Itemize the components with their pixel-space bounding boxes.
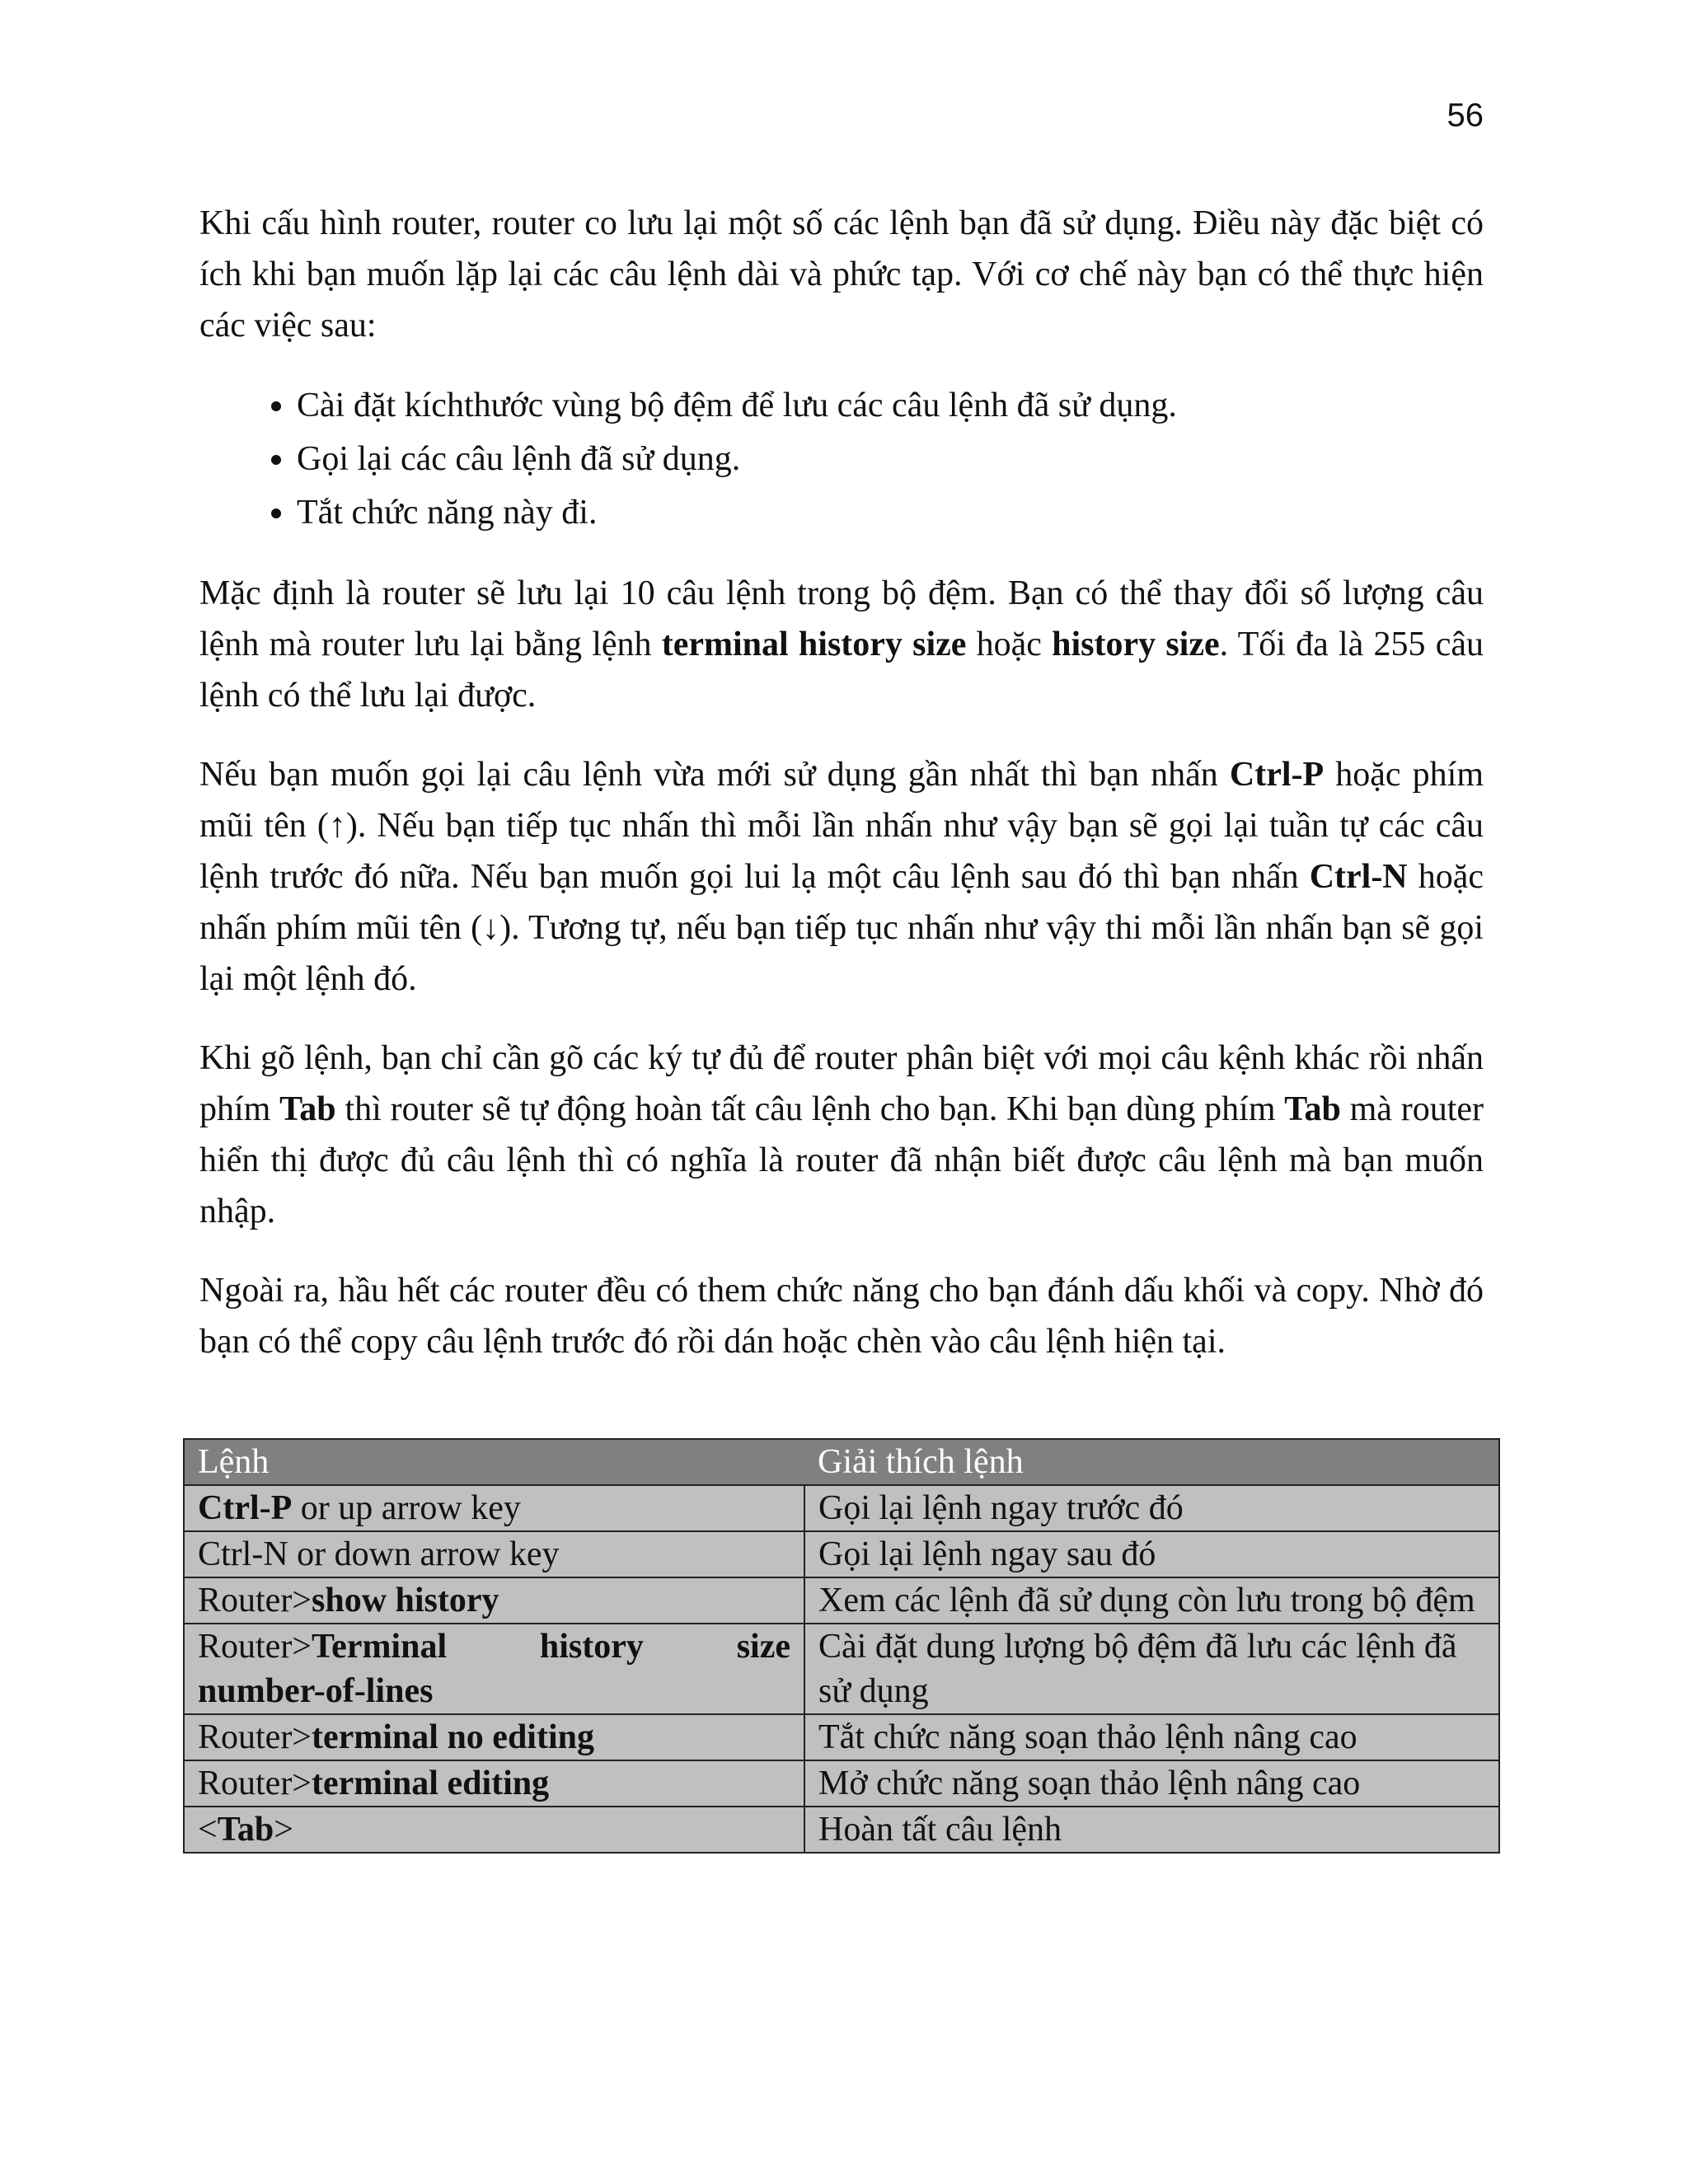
- cmd-bold: Tab: [217, 1811, 274, 1849]
- cell-description: Tắt chức năng soạn thảo lệnh nâng cao: [804, 1714, 1499, 1760]
- cmd-bold: size: [736, 1628, 790, 1666]
- bullet-item: • Cài đặt kíchthước vùng bộ đệm để lưu các câu lệnh đã sử dụng.: [297, 379, 1484, 433]
- command-table: [183, 1438, 1500, 1854]
- text-run: hoặc phím mũi tên (↑). Nếu bạn tiếp tục nhấn thì mỗi lần nhấn như vậy bạn sẽ gọi lại tuần tự các câu lệnh trước đó nữa. Nếu bạn muốn gọi lui lạ một câu lệnh sau đó thì bạn nhấn: [199, 756, 1484, 896]
- header-description: Giải thích lệnh: [804, 1439, 1499, 1485]
- table-row: [184, 1577, 1499, 1624]
- table-row: [184, 1807, 1499, 1853]
- paragraph-copy: Ngoài ra, hầu hết các router đều có them chức năng cho bạn đánh dấu khối và copy. Nhờ đó bạn có thể copy câu lệnh trước đó rồi dán hoặc chèn vào câu lệnh hiện tại.: [199, 1272, 1484, 1361]
- cmd-bold: terminal editing: [312, 1765, 550, 1802]
- cmd-text: >: [274, 1811, 293, 1849]
- paragraph-intro: Khi cấu hình router, router co lưu lại một số các lệnh bạn đã sử dụng. Điều này đặc biệt có ích khi bạn muốn lặp lại các câu lệnh dài và phức tạp. Với cơ chế này bạn có thể thực hiện các việc sau:: [199, 204, 1484, 344]
- text-run: Mặc định là router sẽ lưu lại 10 câu lệnh trong bộ đệm. Bạn có thể thay đổi số lượng câu lệnh mà router lưu lại bằng lệnh: [199, 574, 1484, 663]
- cell-command: [184, 1807, 804, 1853]
- prompt-prefix: Router>: [198, 1718, 312, 1756]
- table-header-row: [184, 1439, 1499, 1485]
- prompt-prefix: Router>: [198, 1582, 312, 1619]
- paragraph-recall: [199, 749, 1484, 1005]
- cell-command: [184, 1714, 804, 1760]
- page-number: 56: [1447, 97, 1484, 134]
- cmd-line-spread: [198, 1624, 790, 1669]
- bullet-list: [199, 379, 1484, 540]
- text-run: thì router sẽ tự động hoàn tất câu lệnh cho bạn. Khi bạn dùng phím: [335, 1090, 1285, 1128]
- table-row: [184, 1485, 1499, 1531]
- text-run: mà router hiển thị được đủ câu lệnh thì có nghĩa là router đã nhận biết được câu lệnh mà bạn muốn nhập.: [199, 1090, 1484, 1230]
- table-row: [184, 1714, 1499, 1760]
- key-tab: Tab: [1284, 1090, 1341, 1128]
- cmd-bold: number-of-lines: [198, 1672, 434, 1710]
- table-row: [184, 1531, 1499, 1577]
- cell-description: Cài đặt dung lượng bộ đệm đã lưu các lệnh đã sử dụng: [804, 1624, 1499, 1714]
- cmd-text: or up arrow key: [292, 1489, 521, 1527]
- bullet-item: • Tắt chức năng này đi.: [297, 486, 1484, 540]
- cell-description: Xem các lệnh đã sử dụng còn lưu trong bộ đệm: [804, 1577, 1499, 1624]
- text-run: Khi gõ lệnh, bạn chỉ cần gõ các ký tự đủ để router phân biệt với mọi câu kệnh khác rồi nhấn phím: [199, 1039, 1484, 1128]
- cmd-bold: Ctrl-P: [198, 1489, 293, 1527]
- command-terminal-history-size: terminal history size: [661, 626, 967, 663]
- command-history-size: history size: [1052, 626, 1220, 663]
- cell-command: Ctrl-N or down arrow key: [184, 1531, 804, 1577]
- text-run: hoặc: [966, 626, 1053, 663]
- cell-description: Mở chức năng soạn thảo lệnh nâng cao: [804, 1760, 1499, 1807]
- text-run: . Tối đa là 255 câu lệnh có thể lưu lại được.: [199, 626, 1484, 715]
- cmd-bold: Terminal: [312, 1628, 448, 1666]
- cell-command: [184, 1624, 804, 1714]
- cmd-bold: terminal no editing: [312, 1718, 594, 1756]
- cmd-text: <: [198, 1811, 218, 1849]
- header-command: Lệnh: [184, 1439, 804, 1485]
- key-tab: Tab: [279, 1090, 336, 1128]
- key-ctrl-p: Ctrl-P: [1229, 756, 1325, 794]
- table-row: [184, 1624, 1499, 1714]
- cell-description: Gọi lại lệnh ngay sau đó: [804, 1531, 1499, 1577]
- cell-command: [184, 1577, 804, 1624]
- paragraph-tab: [199, 1033, 1484, 1237]
- body-text: [199, 198, 1484, 1395]
- table-row: [184, 1760, 1499, 1807]
- text-run: Nếu bạn muốn gọi lại câu lệnh vừa mới sử dụng gần nhất thì bạn nhấn: [199, 756, 1230, 794]
- key-ctrl-n: Ctrl-N: [1309, 858, 1408, 896]
- paragraph-history-size: [199, 568, 1484, 721]
- cmd-first-word: [198, 1624, 447, 1669]
- cell-description: Hoàn tất câu lệnh: [804, 1807, 1499, 1853]
- cell-command: [184, 1760, 804, 1807]
- bullet-item: • Gọi lại các câu lệnh đã sử dụng.: [297, 433, 1484, 486]
- cell-description: Gọi lại lệnh ngay trước đó: [804, 1485, 1499, 1531]
- prompt-prefix: Router>: [198, 1765, 312, 1802]
- cmd-bold: show history: [312, 1582, 499, 1619]
- cell-command: [184, 1485, 804, 1531]
- cmd-bold: history: [539, 1628, 644, 1666]
- prompt-prefix: Router>: [198, 1628, 312, 1666]
- text-run: hoặc nhấn phím mũi tên (↓). Tương tự, nếu bạn tiếp tục nhấn như vậy thi mỗi lần nhấn bạn sẽ gọi lại một lệnh đó.: [199, 858, 1484, 998]
